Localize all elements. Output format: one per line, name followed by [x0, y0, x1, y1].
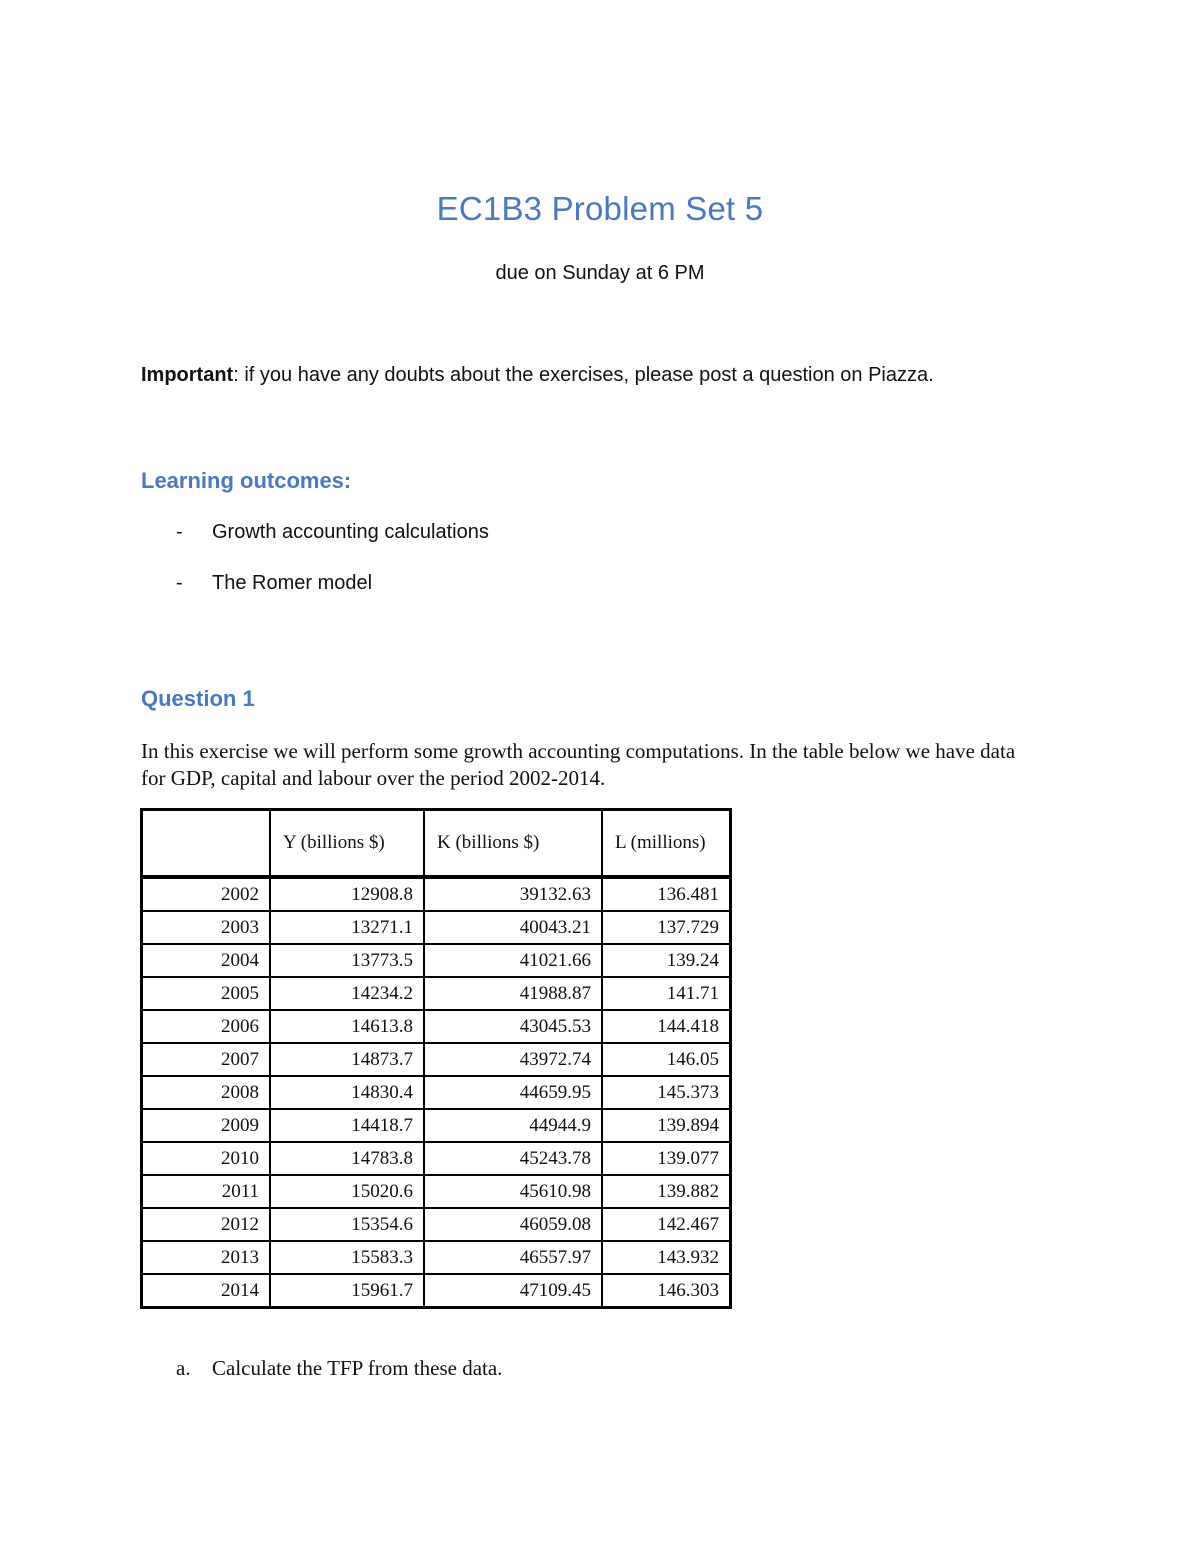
table-cell: 44944.9 [424, 1109, 602, 1142]
table-row [142, 1109, 731, 1142]
table-cell: 46557.97 [424, 1241, 602, 1274]
table-row [142, 911, 731, 944]
learning-outcome-text: The Romer model [212, 572, 373, 594]
year-cell: 2012 [142, 1208, 271, 1241]
table-row [142, 1274, 731, 1308]
table-cell: 15961.7 [270, 1274, 424, 1308]
table-cell: 43045.53 [424, 1010, 602, 1043]
table-cell: 141.71 [602, 977, 731, 1010]
table-row [142, 877, 731, 911]
learning-outcome-item [176, 521, 489, 544]
important-note [141, 364, 934, 387]
learning-outcomes-heading: Learning outcomes: [141, 468, 352, 493]
part-a-text: Calculate the TFP from these data. [212, 1356, 503, 1380]
table-cell: 144.418 [602, 1010, 731, 1043]
year-cell: 2013 [142, 1241, 271, 1274]
bullet-dash: - [176, 572, 183, 594]
table-cell: 15583.3 [270, 1241, 424, 1274]
table-cell: 146.303 [602, 1274, 731, 1308]
year-cell: 2011 [142, 1175, 271, 1208]
table-header-cell: Y (billions $) [270, 810, 424, 878]
table-cell: 14873.7 [270, 1043, 424, 1076]
table-cell: 44659.95 [424, 1076, 602, 1109]
table-cell: 139.894 [602, 1109, 731, 1142]
table-body [142, 877, 731, 1308]
table-cell: 14613.8 [270, 1010, 424, 1043]
year-cell: 2010 [142, 1142, 271, 1175]
table-cell: 143.932 [602, 1241, 731, 1274]
year-cell: 2009 [142, 1109, 271, 1142]
table-cell: 146.05 [602, 1043, 731, 1076]
table-cell: 45243.78 [424, 1142, 602, 1175]
table-row [142, 944, 731, 977]
learning-outcome-text: Growth accounting calculations [212, 521, 489, 543]
table-cell: 43972.74 [424, 1043, 602, 1076]
bullet-dash: - [176, 521, 183, 543]
table-cell: 13271.1 [270, 911, 424, 944]
table-cell: 12908.8 [270, 877, 424, 911]
table-cell: 15354.6 [270, 1208, 424, 1241]
table-row [142, 1208, 731, 1241]
table-row [142, 1010, 731, 1043]
table-cell: 14783.8 [270, 1142, 424, 1175]
table-row [142, 1175, 731, 1208]
year-cell: 2003 [142, 911, 271, 944]
table-cell: 137.729 [602, 911, 731, 944]
table-row [142, 977, 731, 1010]
year-cell: 2004 [142, 944, 271, 977]
table-header-cell: L (millions) [602, 810, 731, 878]
table-cell: 41988.87 [424, 977, 602, 1010]
table-cell: 47109.45 [424, 1274, 602, 1308]
table-cell: 14234.2 [270, 977, 424, 1010]
table-cell: 145.373 [602, 1076, 731, 1109]
data-table [140, 808, 732, 1309]
table-cell: 13773.5 [270, 944, 424, 977]
table-cell: 15020.6 [270, 1175, 424, 1208]
table-row [142, 1043, 731, 1076]
year-cell: 2014 [142, 1274, 271, 1308]
year-cell: 2002 [142, 877, 271, 911]
table-cell: 14418.7 [270, 1109, 424, 1142]
important-text: : if you have any doubts about the exercises, please post a question on Piazza. [233, 364, 934, 386]
table-cell: 139.882 [602, 1175, 731, 1208]
question-1-part-a [176, 1356, 502, 1381]
table-cell: 41021.66 [424, 944, 602, 977]
list-marker: a. [176, 1356, 191, 1380]
year-cell: 2005 [142, 977, 271, 1010]
question-1-heading: Question 1 [141, 686, 255, 711]
table-cell: 142.467 [602, 1208, 731, 1241]
table-header-cell: K (billions $) [424, 810, 602, 878]
question-1-intro: In this exercise we will perform some growth accounting computations. In the table below we have data for GDP, capital and labour over the period 2002-2014. [141, 739, 1016, 790]
table-header-cell [142, 810, 271, 878]
important-label: Important [141, 364, 234, 386]
table-cell: 45610.98 [424, 1175, 602, 1208]
year-cell: 2006 [142, 1010, 271, 1043]
table-cell: 40043.21 [424, 911, 602, 944]
table-cell: 39132.63 [424, 877, 602, 911]
table-row [142, 1142, 731, 1175]
table-row [142, 1241, 731, 1274]
year-cell: 2008 [142, 1076, 271, 1109]
table-cell: 139.24 [602, 944, 731, 977]
document-title: EC1B3 Problem Set 5 [436, 190, 764, 227]
table-cell: 139.077 [602, 1142, 731, 1175]
learning-outcome-item [176, 572, 372, 595]
table-cell: 14830.4 [270, 1076, 424, 1109]
table-header-row [142, 810, 731, 878]
table-row [142, 1076, 731, 1109]
table-cell: 136.481 [602, 877, 731, 911]
year-cell: 2007 [142, 1043, 271, 1076]
due-date: due on Sunday at 6 PM [495, 262, 705, 284]
table-cell: 46059.08 [424, 1208, 602, 1241]
